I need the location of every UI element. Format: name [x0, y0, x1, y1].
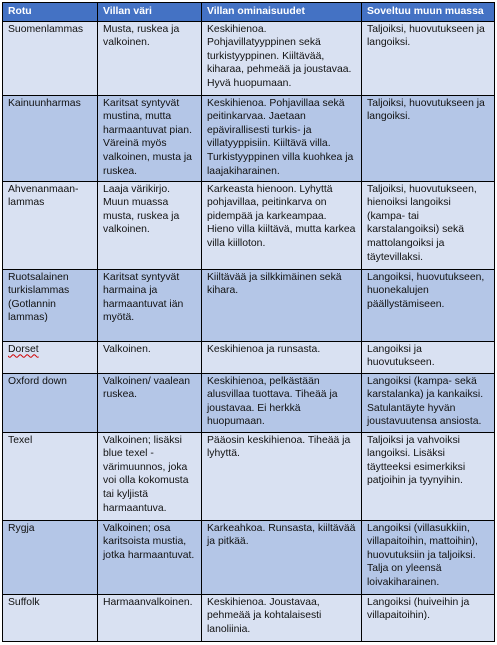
wool-properties-cell: Kiiltävää ja silkkimäinen sekä kihara. [202, 269, 362, 341]
table-row [3, 21, 495, 95]
table-row [3, 432, 495, 520]
breed-cell: Ahvenanmaan-lammas [3, 181, 98, 269]
suitable-for-cell: Langoiksi, huovutukseen, huonekalujen päällystämiseen. [362, 269, 495, 341]
breed-cell: Texel [3, 432, 98, 520]
header-breed: Rotu [3, 3, 98, 22]
header-wool-color: Villan väri [98, 3, 202, 22]
table-row [3, 520, 495, 594]
header-wool-properties: Villan ominaisuudet [202, 3, 362, 22]
table-row [3, 181, 495, 269]
table-row [3, 269, 495, 341]
wool-properties-cell: Karkeasta hienoon. Lyhyttä pohjavillaa, peitinkarva on pidempää ja karkeampaa. Hieno villa kiiltävä, mutta karkea villa kiilloton. [202, 181, 362, 269]
suitable-for-cell: Taljoiksi, huovutukseen ja langoiksi. [362, 21, 495, 95]
wool-color-cell: Harmaanvalkoinen. [98, 594, 202, 641]
spellcheck-flagged-text: Dorset [8, 343, 39, 355]
breed-cell: Kainuunharmas [3, 95, 98, 181]
table-row [3, 95, 495, 181]
wool-color-cell: Laaja värikirjo. Muun muassa musta, ruskea ja valkoinen. [98, 181, 202, 269]
table-row [3, 341, 495, 373]
wool-color-cell: Valkoinen; lisäksi blue texel -värimuunnos, joka voi olla kokomusta tai kyljistä harmaantuva. [98, 432, 202, 520]
wool-properties-cell: Keskihienoa ja runsasta. [202, 341, 362, 373]
wool-color-cell: Musta, ruskea ja valkoinen. [98, 21, 202, 95]
table-row [3, 594, 495, 641]
wool-properties-cell: Keskihienoa. Pohjavillaa sekä peitinkarvaa. Jaetaan epävirallisesti turkis- ja villatyyppisiin. Kiiltävä villa. Turkistyyppinen villa kuohkea ja laajakiharainen. [202, 95, 362, 181]
breed-cell: Suffolk [3, 594, 98, 641]
suitable-for-cell: Taljoiksi ja vahvoiksi langoiksi. Lisäksi täytteeksi esimerkiksi patjoihin ja tyynyihin. [362, 432, 495, 520]
suitable-for-cell: Langoiksi (villasukkiin, villapaitoihin, mattoihin), huovutuksiin ja taljoiksi. Talja on yleensä loivakiharainen. [362, 520, 495, 594]
breed-cell: Suomenlammas [3, 21, 98, 95]
breed-cell: Rygja [3, 520, 98, 594]
wool-properties-cell: Karkeahkoa. Runsasta, kiiltävää ja pitkää. [202, 520, 362, 594]
sheep-breeds-table [2, 2, 495, 642]
wool-properties-cell: Keskihienoa. Joustavaa, pehmeää ja kohtalaisesti lanoliinia. [202, 594, 362, 641]
wool-color-cell: Valkoinen/ vaalean ruskea. [98, 373, 202, 432]
breed-cell: Ruotsalainen turkislammas (Gotlannin lammas) [3, 269, 98, 341]
breed-cell: Oxford down [3, 373, 98, 432]
header-row [3, 3, 495, 22]
wool-properties-cell: Keskihienoa, pelkästään alusvillaa tuottava. Tiheää ja joustavaa. Ei herkkä huopumaan. [202, 373, 362, 432]
wool-properties-cell: Keskihienoa. Pohjavillatyyppinen sekä turkistyyppinen. Kiiltävää, kiharaa, pehmeää ja joustavaa. Hyvä huopumaan. [202, 21, 362, 95]
suitable-for-cell: Taljoiksi, huovutukseen, hienoiksi langoiksi (kampa- tai karstalangoiksi) sekä mattolangoiksi ja täytevillaksi. [362, 181, 495, 269]
breed-cell [3, 341, 98, 373]
wool-color-cell: Valkoinen; osa karitsoista mustia, jotka harmaantuvat. [98, 520, 202, 594]
wool-color-cell: Karitsat syntyvät mustina, mutta harmaantuvat pian. Väreinä myös valkoinen, musta ja ruskea. [98, 95, 202, 181]
table-row [3, 373, 495, 432]
suitable-for-cell: Langoiksi (kampa- sekä karstalanka) ja kankaiksi. Satulantäyte hyvän joustavuutensa ansiosta. [362, 373, 495, 432]
suitable-for-cell: Langoiksi ja huovutukseen. [362, 341, 495, 373]
wool-color-cell: Valkoinen. [98, 341, 202, 373]
header-suitable-for: Soveltuu muun muassa [362, 3, 495, 22]
suitable-for-cell: Langoiksi (huiveihin ja villapaitoihin). [362, 594, 495, 641]
wool-color-cell: Karitsat syntyvät harmaina ja harmaantuvat iän myötä. [98, 269, 202, 341]
suitable-for-cell: Taljoiksi, huovutukseen ja langoiksi. [362, 95, 495, 181]
wool-properties-cell: Pääosin keskihienoa. Tiheää ja lyhyttä. [202, 432, 362, 520]
